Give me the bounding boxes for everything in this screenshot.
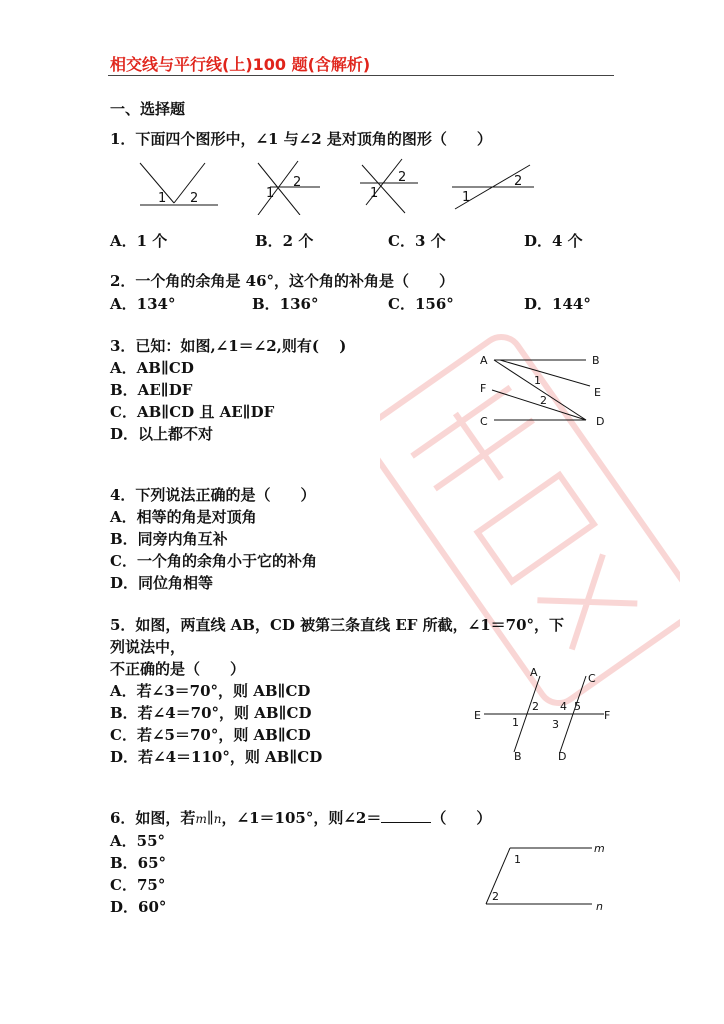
- q5-label-c: C: [588, 672, 596, 685]
- q6-angle-2: 2: [492, 890, 499, 903]
- q5-option-a[interactable]: A．若∠3＝70°，则 AB∥CD: [110, 682, 311, 700]
- q6-label-m: m: [594, 842, 605, 855]
- q6-stem: [110, 807, 491, 828]
- q1-option-a[interactable]: A．1 个: [110, 232, 168, 250]
- q3-option-d[interactable]: D．以上都不对: [110, 425, 214, 443]
- q6-stem-prefix: 6．如图，若: [110, 809, 196, 827]
- q3-option-c[interactable]: C．AB∥CD 且 AE∥DF: [110, 403, 275, 421]
- q5-option-c[interactable]: C．若∠5＝70°，则 AB∥CD: [110, 726, 311, 744]
- q5-figure: [470, 664, 620, 764]
- q3-option-b[interactable]: B．AE∥DF: [110, 381, 193, 399]
- q3-label-e: E: [594, 386, 601, 399]
- q3-angle-1: 1: [534, 374, 541, 387]
- q5-label-f: F: [604, 709, 611, 722]
- q6-stem-end: （ ）: [431, 809, 492, 827]
- q4-stem: 4．下列说法正确的是（ ）: [110, 486, 316, 504]
- q1-fig4-label-2: 2: [514, 174, 523, 189]
- q1-option-c[interactable]: C．3 个: [388, 232, 446, 250]
- q1-fig3-label-1: 1: [370, 186, 379, 201]
- q2-option-d[interactable]: D．144°: [524, 295, 591, 313]
- q4-option-d[interactable]: D．同位角相等: [110, 574, 214, 592]
- q4-option-c[interactable]: C．一个角的余角小于它的补角: [110, 552, 317, 570]
- q1-option-b[interactable]: B．2 个: [255, 232, 314, 250]
- q5-label-a: A: [530, 666, 538, 679]
- q5-label-d: D: [558, 750, 567, 763]
- q4-option-a[interactable]: A．相等的角是对顶角: [110, 508, 257, 526]
- document-title: 相交线与平行线(上)100 题(含解析): [110, 55, 371, 74]
- q2-option-c[interactable]: C．156°: [388, 295, 454, 313]
- q6-label-n: n: [596, 900, 603, 913]
- q5-stem-line2: 列说法中，: [110, 638, 186, 656]
- q3-stem: 3．已知：如图,∠1＝∠2,则有( ): [110, 337, 347, 355]
- section-heading: 一、选择题: [110, 100, 186, 118]
- q6-stem-suffix: ，∠1＝105°，则∠2＝: [221, 809, 382, 827]
- q3-label-a: A: [480, 354, 488, 367]
- q1-fig2-label-2: 2: [293, 175, 302, 190]
- q6-answer-blank[interactable]: [381, 808, 431, 823]
- q4-option-b[interactable]: B．同旁内角互补: [110, 530, 228, 548]
- q5-stem-line1: 5．如图，两直线 AB，CD 被第三条直线 EF 所截，∠1＝70°，下: [110, 616, 565, 634]
- q2-option-a[interactable]: A．134°: [110, 295, 176, 313]
- q6-option-a[interactable]: A．55°: [110, 832, 166, 850]
- q3-angle-2: 2: [540, 394, 547, 407]
- q5-label-b: B: [514, 750, 522, 763]
- q2-stem: 2．一个角的余角是 46°，这个角的补角是（ ）: [110, 272, 455, 290]
- q5-angle-3: 3: [552, 718, 559, 731]
- q5-angle-1: 1: [512, 716, 519, 729]
- q1-fig4-label-1: 1: [462, 190, 471, 205]
- q6-option-b[interactable]: B．65°: [110, 854, 167, 872]
- q6-option-d[interactable]: D．60°: [110, 898, 167, 916]
- q3-label-b: B: [592, 354, 600, 367]
- q6-option-c[interactable]: C．75°: [110, 876, 166, 894]
- q5-label-e: E: [474, 709, 481, 722]
- q6-figure: [480, 838, 610, 914]
- q1-fig1-label-2: 2: [190, 191, 199, 206]
- q6-stem-m: m: [195, 812, 207, 826]
- q5-angle-4: 4: [560, 700, 567, 713]
- q6-angle-1: 1: [514, 853, 521, 866]
- q2-option-b[interactable]: B．136°: [252, 295, 319, 313]
- q5-option-b[interactable]: B．若∠4＝70°，则 AB∥CD: [110, 704, 312, 722]
- q1-fig3-label-2: 2: [398, 170, 407, 185]
- q3-figure: [478, 350, 612, 430]
- q1-stem: 1．下面四个图形中，∠1 与∠2 是对顶角的图形（ ）: [110, 130, 492, 148]
- q5-stem-line3: 不正确的是（ ）: [110, 660, 246, 678]
- q3-option-a[interactable]: A．AB∥CD: [110, 359, 194, 377]
- q6-stem-n: n: [213, 812, 222, 826]
- q1-fig1-label-1: 1: [158, 191, 167, 206]
- q5-option-d[interactable]: D．若∠4＝110°，则 AB∥CD: [110, 748, 323, 766]
- q1-option-d[interactable]: D．4 个: [524, 232, 583, 250]
- q5-angle-2: 2: [532, 700, 539, 713]
- q5-angle-5: 5: [574, 700, 581, 713]
- q3-label-f: F: [480, 382, 487, 395]
- q3-label-c: C: [480, 415, 488, 428]
- q6-stem-parallel: ∥: [206, 809, 214, 827]
- q1-figures: [130, 155, 550, 215]
- q3-label-d: D: [596, 415, 605, 428]
- q1-fig2-label-1: 1: [266, 186, 275, 201]
- title-divider: [108, 75, 614, 76]
